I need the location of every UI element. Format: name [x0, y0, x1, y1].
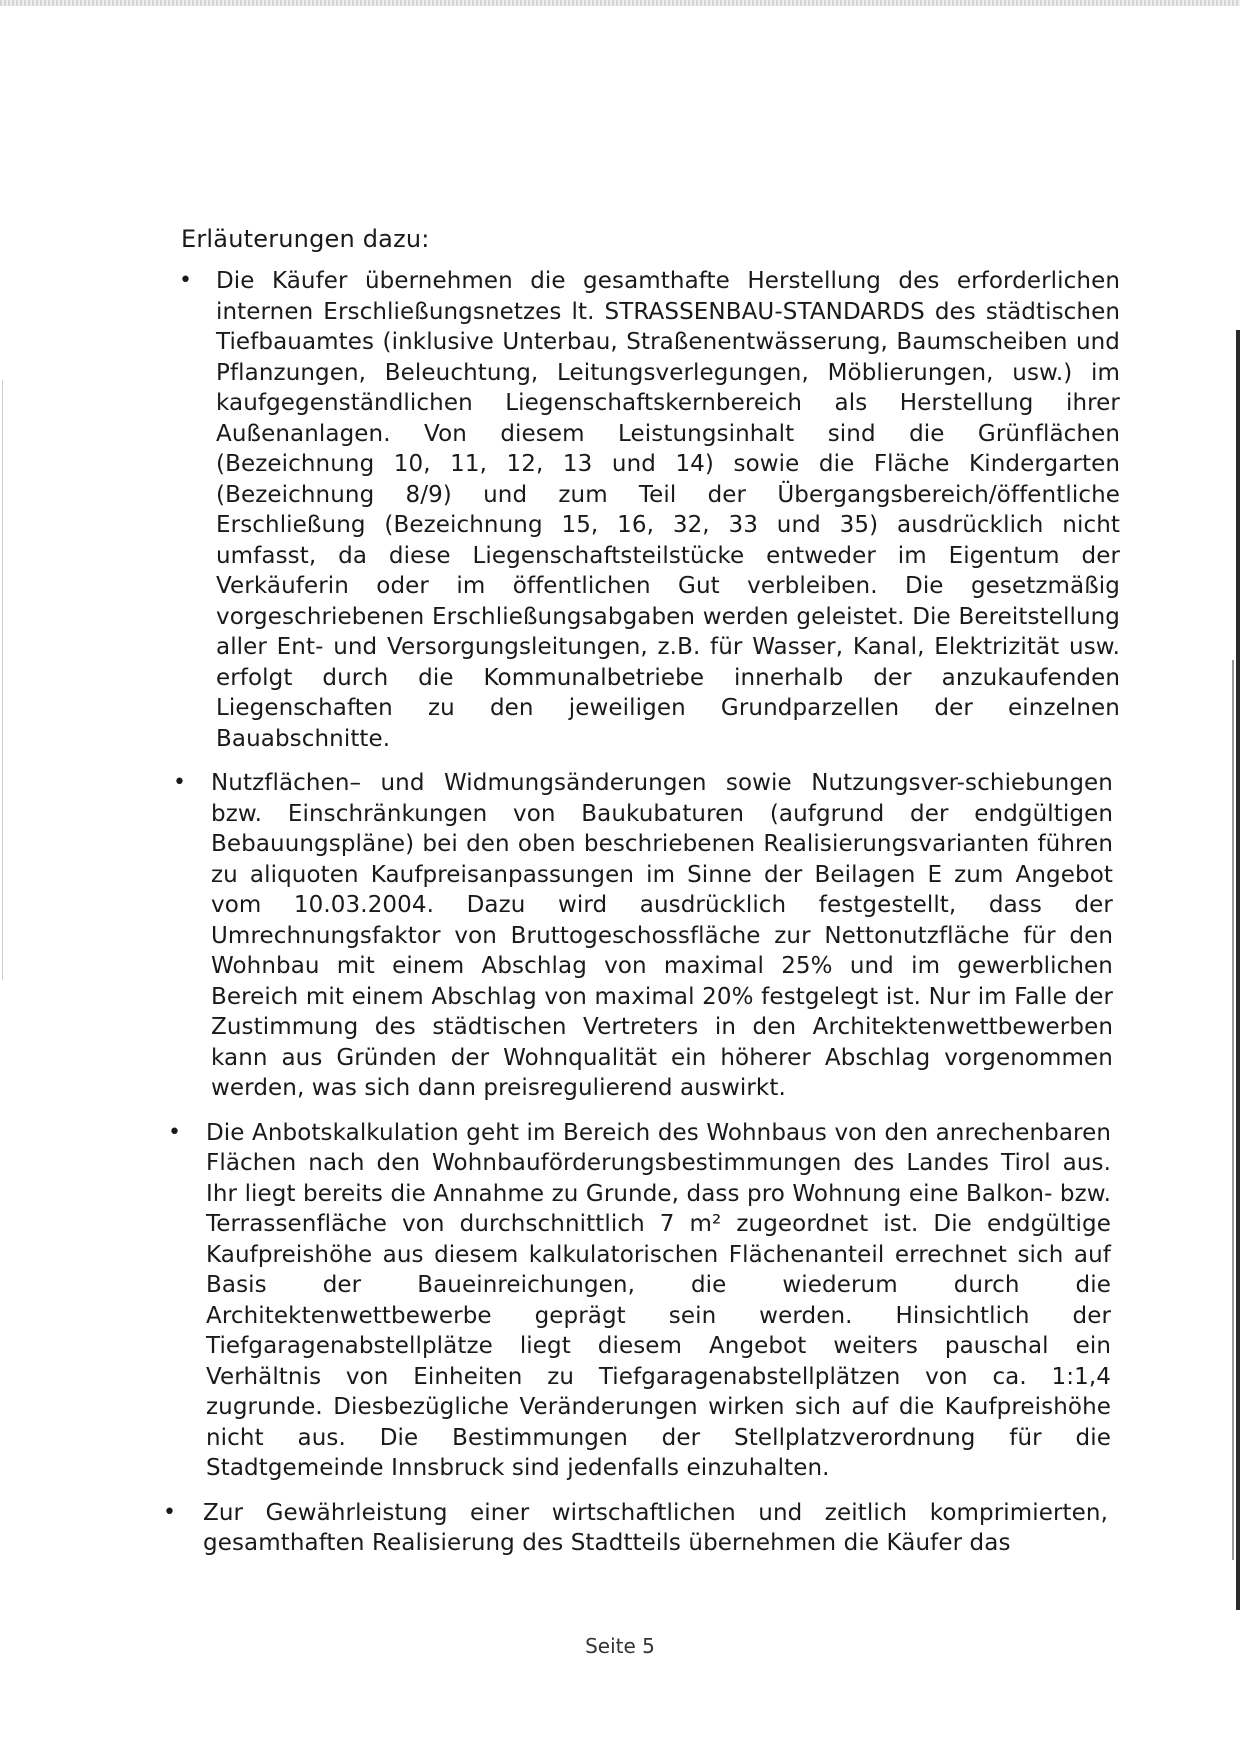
page-number: Seite 5	[585, 1634, 655, 1658]
list-item-text: Die Anbotskalkulation geht im Bereich des Wohnbaus von den anrechenbaren Flächen nach den Wohnbauförderungsbestimmungen des Landes Tirol aus. Ihr liegt bereits die Annahme zu Grunde, dass pro Wohnung eine Balkon- bzw. Terrassenfläche von durchschnittlich 7 m² zugeordnet ist. Die endgültige Kaufpreishöhe aus diesem kalkulatorischen Flächenanteil errechnet sich auf Basis der Baueinreichungen, die wiederum durch die Architektenwettbewerbe geprägt sein werden. Hinsichtlich der Tiefgaragenabstellplätze liegt diesem Angebot weiters pauschal ein Verhältnis von Einheiten zu Tiefgaragenabstellplätzen von ca. 1:1,4 zugrunde. Diesbezügliche Veränderungen wirken sich auf die Kaufpreishöhe nicht aus. Die Bestimmungen der Stellplatzverordnung für die Stadtgemeinde Innsbruck sind jedenfalls einzuhalten.	[206, 1119, 1111, 1481]
bullet-icon: •	[163, 1499, 177, 1525]
list-item	[163, 1498, 1108, 1559]
list-item	[173, 768, 1113, 1104]
bullet-icon: •	[173, 770, 187, 795]
scan-edge-top	[0, 0, 1240, 6]
bullet-icon: •	[168, 1119, 182, 1145]
list-item	[168, 1118, 1111, 1484]
bullet-list	[0, 266, 1240, 1573]
bullet-icon: •	[179, 268, 193, 293]
list-item-text: Zur Gewährleistung einer wirtschaftlichen und zeitlich komprimierten, gesamthaften Realisierung des Stadtteils übernehmen die Käufer das	[203, 1499, 1108, 1556]
section-heading: Erläuterungen dazu:	[181, 225, 430, 253]
list-item-text: Nutzflächen– und Widmungsänderungen sowie Nutzungsver-schiebungen bzw. Einschränkungen von Baukubaturen (aufgrund der endgültigen Bebauungspläne) bei den oben beschriebenen Realisierungsvarianten führen zu aliquoten Kaufpreisanpassungen im Sinne der Beilagen E zum Angebot vom 10.03.2004. Dazu wird ausdrücklich festgestellt, dass der Umrechnungsfaktor von Bruttogeschossfläche zur Nettonutzfläche für den Wohnbau mit einem Abschlag von maximal 25% und im gewerblichen Bereich mit einem Abschlag von maximal 20% festgelegt ist. Nur im Falle der Zustimmung des städtischen Vertreters in den Architektenwettbewerben kann aus Gründen der Wohnqualität ein höherer Abschlag vorgenommen werden, was sich dann preisregulierend auswirkt.	[211, 770, 1113, 1101]
list-item-text: Die Käufer übernehmen die gesamthafte Herstellung des erforderlichen internen Erschließungsnetzes lt. STRASSENBAU-STANDARDS des städtischen Tiefbauamtes (inklusive Unterbau, Straßenentwässerung, Baumscheiben und Pflanzungen, Beleuchtung, Leitungsverlegungen, Möblierungen, usw.) im kaufgegenständlichen Liegenschaftskernbereich als Herstellung ihrer Außenanlagen. Von diesem Leistungsinhalt sind die Grünflächen (Bezeichnung 10, 11, 12, 13 und 14) sowie die Fläche Kindergarten (Bezeichnung 8/9) und zum Teil der Übergangsbereich/öffentliche Erschließung (Bezeichnung 15, 16, 32, 33 und 35) ausdrücklich nicht umfasst, da diese Liegenschaftsteilstücke entweder im Eigentum der Verkäuferin oder im öffentlichen Gut verbleiben. Die gesetzmäßig vorgeschriebenen Erschließungsabgaben werden geleistet. Die Bereitstellung aller Ent- und Versorgungsleitungen, z.B. für Wasser, Kanal, Elektrizität usw. erfolgt durch die Kommunalbetriebe innerhalb der anzukaufenden Liegenschaften zu den jeweiligen Grundparzellen der einzelnen Bauabschnitte.	[216, 268, 1120, 752]
list-item	[179, 266, 1120, 754]
